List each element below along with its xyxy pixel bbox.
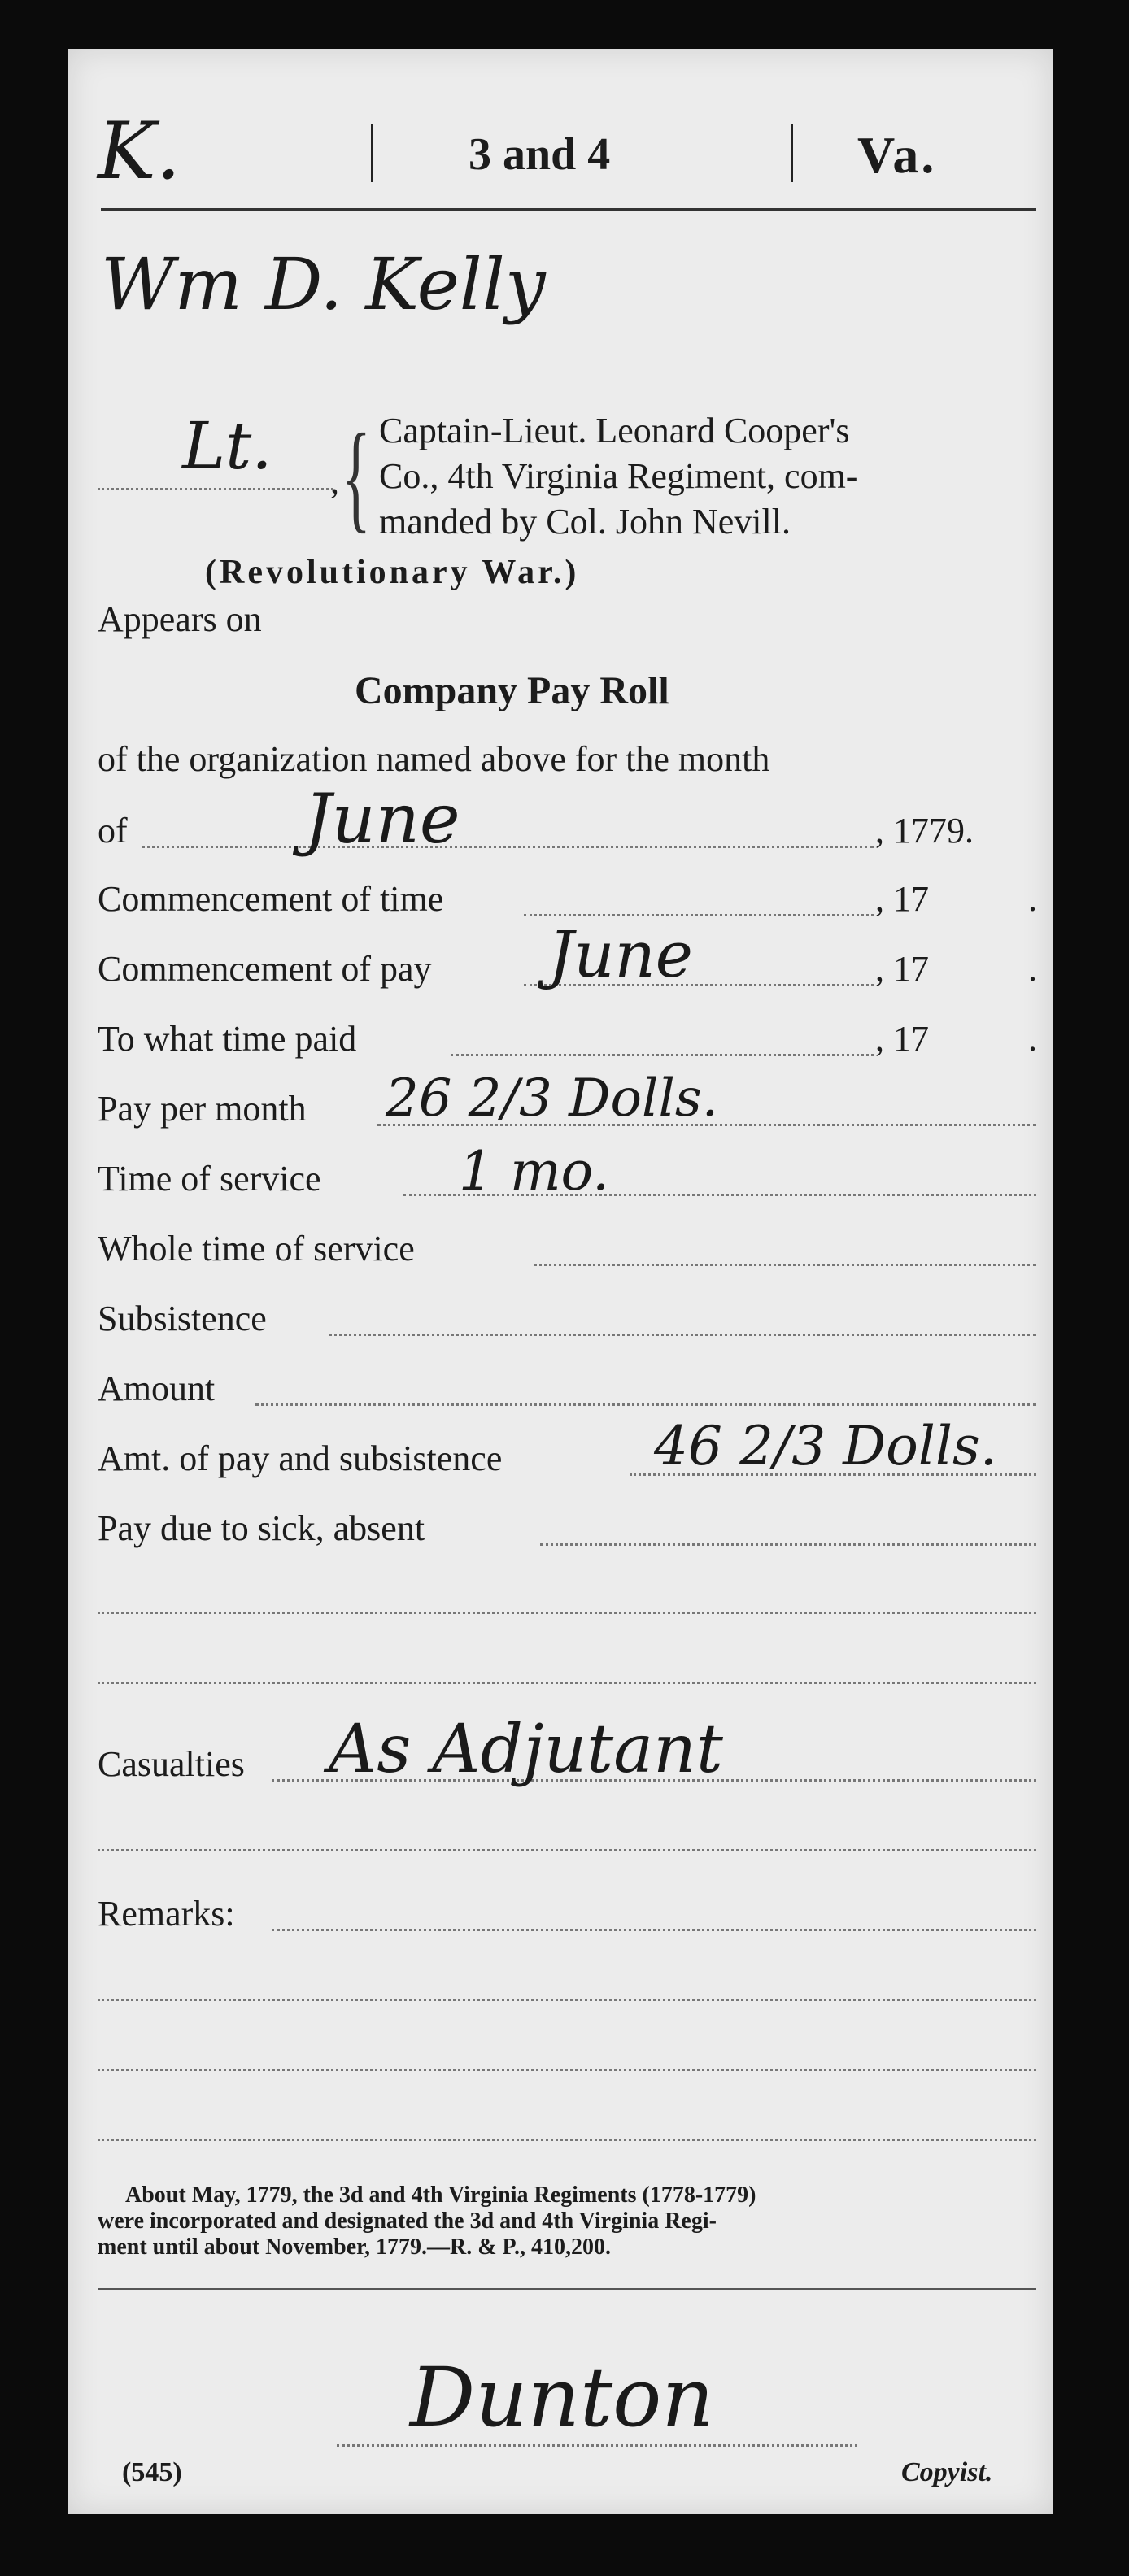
copyist-signature: Dunton — [410, 2350, 714, 2445]
rank-comma: , — [330, 461, 339, 501]
soldier-rank: Lt. — [182, 408, 272, 484]
unit-line-2: Co., 4th Virginia Regiment, com- — [379, 456, 858, 496]
paid-to-dots — [451, 1054, 874, 1056]
footnote-line-3: ment until about November, 1779.—R. & P., 410,200. — [98, 2234, 612, 2260]
commencement-pay-period: . — [1028, 949, 1037, 989]
amt-pay-subsistence-label: Amt. of pay and subsistence — [98, 1438, 503, 1478]
pay-per-month-value: 26 2/3 Dolls. — [386, 1068, 719, 1129]
copyist-label: Copyist. — [901, 2457, 993, 2487]
commencement-time-dots — [524, 914, 874, 916]
organization-line: of the organization named above for the month — [98, 739, 770, 779]
header-divider-1 — [371, 124, 373, 182]
subsistence-label: Subsistence — [98, 1299, 267, 1338]
remarks-dots-1 — [272, 1929, 1036, 1931]
header-divider-2 — [791, 124, 793, 182]
paid-to-year: , 17 — [875, 1019, 929, 1059]
header-rule — [101, 208, 1036, 211]
form-number: (545) — [122, 2457, 182, 2487]
subsistence-dots — [329, 1334, 1036, 1336]
unit-brace: { — [342, 409, 371, 544]
commencement-pay-value: June — [548, 919, 693, 992]
unit-line-3: manded by Col. John Nevill. — [379, 502, 791, 542]
unit-line-1: Captain-Lieut. Leonard Cooper's — [379, 411, 850, 450]
commencement-pay-label: Commencement of pay — [98, 949, 432, 989]
remarks-label: Remarks: — [98, 1894, 235, 1934]
pay-due-label: Pay due to sick, absent — [98, 1508, 425, 1548]
paid-to-label: To what time paid — [98, 1019, 357, 1059]
whole-time-label: Whole time of service — [98, 1229, 415, 1268]
casualties-value: As Adjutant — [329, 1711, 723, 1788]
footnote-line-2: were incorporated and designated the 3d and 4th Virginia Regi- — [98, 2208, 717, 2234]
casualties-label: Casualties — [98, 1744, 245, 1784]
paid-to-period: . — [1028, 1019, 1037, 1059]
amount-dots — [255, 1403, 1036, 1406]
pay-due-dots-3 — [98, 1682, 1036, 1684]
war-name: (Revolutionary War.) — [205, 554, 580, 591]
header-initial: K. — [98, 106, 181, 197]
footnote-rule — [98, 2288, 1036, 2290]
month-dots — [142, 846, 874, 848]
record-card — [68, 49, 1053, 2514]
remarks-dots-4 — [98, 2139, 1036, 2141]
commencement-time-period: . — [1028, 879, 1037, 919]
footnote-line-1: About May, 1779, the 3d and 4th Virginia Regiments (1778-1779) — [125, 2182, 756, 2208]
pay-due-dots-2 — [98, 1612, 1036, 1614]
commencement-pay-year: , 17 — [875, 949, 929, 989]
month-label: of — [98, 811, 128, 851]
time-of-service-value: 1 mo. — [459, 1140, 610, 1203]
signature-dots — [337, 2444, 857, 2447]
header-state: Va. — [857, 126, 937, 184]
soldier-name: Wm D. Kelly — [101, 242, 546, 326]
rank-dots — [98, 488, 333, 490]
month-year: , 1779. — [875, 811, 974, 851]
month-value: June — [304, 779, 460, 859]
pay-due-dots — [540, 1543, 1036, 1546]
amt-pay-subsistence-value: 46 2/3 Dolls. — [654, 1415, 997, 1477]
roll-title: Company Pay Roll — [355, 669, 669, 712]
appears-on-label: Appears on — [98, 599, 262, 639]
remarks-dots-2 — [98, 1999, 1036, 2001]
header-regiments: 3 and 4 — [469, 129, 611, 180]
casualties-dots-2 — [98, 1849, 1036, 1852]
commencement-time-label: Commencement of time — [98, 879, 444, 919]
time-of-service-label: Time of service — [98, 1159, 321, 1199]
whole-time-dots — [534, 1264, 1036, 1266]
commencement-time-year: , 17 — [875, 879, 929, 919]
amount-label: Amount — [98, 1368, 216, 1408]
pay-per-month-label: Pay per month — [98, 1089, 307, 1129]
remarks-dots-3 — [98, 2069, 1036, 2071]
